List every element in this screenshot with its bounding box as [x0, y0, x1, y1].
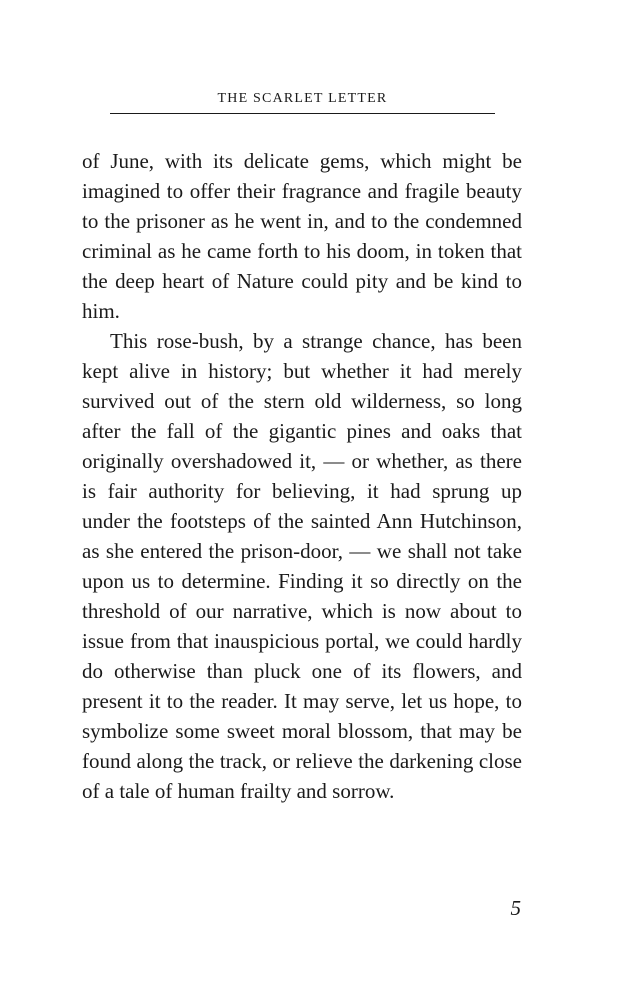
header-rule [110, 113, 495, 114]
body-text [82, 146, 522, 806]
running-head-title: THE SCARLET LETTER [217, 91, 388, 106]
paragraph-rose-bush: This rose-bush, by a strange chance, has been kept alive in history; but whether it had merely survived out of the stern old wilderness, so long after the fall of the gigantic pines and oaks that originally overshadowed it, — or whether, as there is fair authority for believing, it had sprung up under the footsteps of the sainted Ann Hutchinson, as she entered the prison-door, — we shall not take upon us to determine. Finding it so directly on the threshold of our narrative, which is now about to issue from that inauspicious portal, we could hardly do otherwise than pluck one of its flowers, and present it to the reader. It may serve, let us hope, to symbolize some sweet moral blossom, that may be found along the track, or relieve the darkening close of a tale of human frailty and sorrow. [82, 329, 522, 803]
paragraph-continued: of June, with its delicate gems, which might be imagined to offer their fragrance and fragile beauty to the prisoner as he went in, and to the condemned criminal as he came forth to his doom, in token that the deep heart of Nature could pity and be kind to him. [82, 149, 522, 323]
page-number: 5 [510, 896, 521, 920]
